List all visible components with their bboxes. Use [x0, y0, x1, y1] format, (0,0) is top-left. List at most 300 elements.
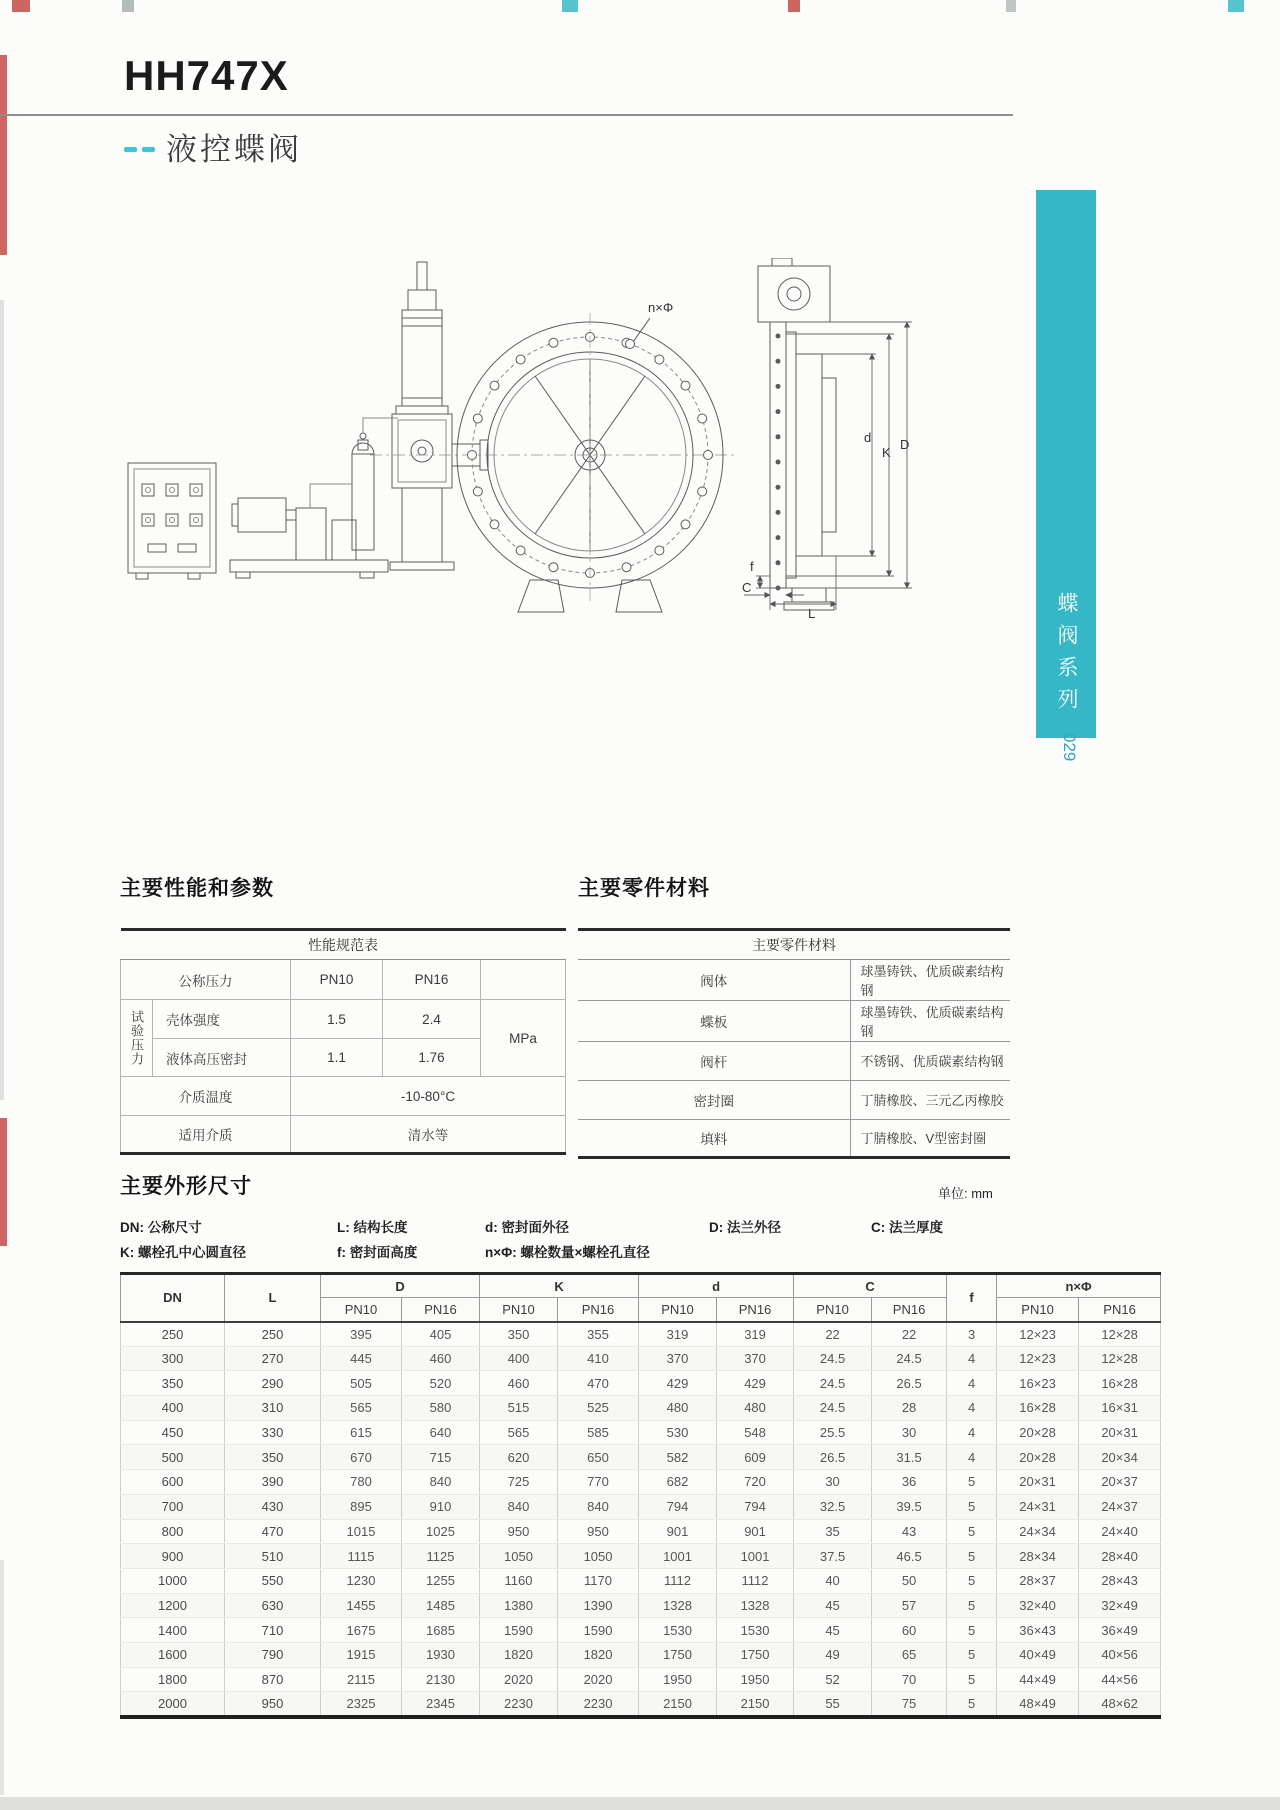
dim-label-l: L [808, 606, 816, 621]
dim-value: 370 [717, 1346, 794, 1371]
dim-value: 46.5 [872, 1544, 947, 1569]
dim-value: 840 [480, 1494, 558, 1519]
dim-value: 710 [225, 1618, 321, 1643]
dim-value: 548 [717, 1420, 794, 1445]
dim-value: 780 [321, 1470, 402, 1495]
dim-value: 24.5 [794, 1396, 872, 1421]
liquid-seal-pn16: 1.76 [383, 1039, 481, 1077]
scan-mark [1006, 0, 1016, 12]
pressure-unit: MPa [481, 1000, 566, 1077]
dim-value: 1112 [639, 1568, 717, 1593]
dim-value: 22 [794, 1322, 872, 1347]
part-name: 蝶板 [578, 1001, 850, 1042]
dim-value: 12×28 [1079, 1346, 1161, 1371]
dim-value: 1001 [717, 1544, 794, 1569]
dim-value: 1230 [321, 1568, 402, 1593]
dim-value: 1950 [717, 1667, 794, 1692]
dim-value: 715 [402, 1445, 480, 1470]
material-row [578, 1080, 1010, 1119]
dim-value: 609 [717, 1445, 794, 1470]
dn-value: 1800 [121, 1667, 225, 1692]
part-material: 丁腈橡胶、V型密封圈 [850, 1119, 1010, 1158]
dn-value: 600 [121, 1470, 225, 1495]
dn-value: 800 [121, 1519, 225, 1544]
dim-value: 5 [947, 1618, 997, 1643]
dim-value: 950 [480, 1519, 558, 1544]
dim-value: 5 [947, 1667, 997, 1692]
dim-value: 32×49 [1079, 1593, 1161, 1618]
material-row [578, 960, 1010, 1001]
dim-value: 5 [947, 1544, 997, 1569]
shell-strength-pn16: 2.4 [383, 1000, 481, 1039]
dim-value: 350 [480, 1322, 558, 1347]
material-row [578, 1119, 1010, 1158]
dim-value: 1685 [402, 1618, 480, 1643]
dim-value: 1820 [480, 1642, 558, 1667]
pn10-header: PN10 [291, 960, 383, 1000]
dim-value: 620 [480, 1445, 558, 1470]
sub-col-pn10: PN10 [480, 1298, 558, 1322]
legend-item: d: 密封面外径 [485, 1220, 569, 1235]
dim-value: 75 [872, 1692, 947, 1717]
shell-strength-label: 壳体强度 [153, 1000, 291, 1039]
dim-value: 20×28 [997, 1445, 1079, 1470]
accent-dashes-icon [124, 147, 155, 152]
col-l: L [225, 1274, 321, 1322]
dim-value: 840 [402, 1470, 480, 1495]
dim-value: 390 [225, 1470, 321, 1495]
dim-value: 725 [480, 1470, 558, 1495]
part-name: 填料 [578, 1119, 850, 1158]
col-group-d: d [639, 1274, 794, 1298]
dim-value: 36×49 [1079, 1618, 1161, 1643]
dim-value: 525 [558, 1396, 639, 1421]
dim-value: 45 [794, 1618, 872, 1643]
dim-value: 20×28 [997, 1420, 1079, 1445]
page-number: 029 [1060, 733, 1079, 762]
dim-value: 1025 [402, 1519, 480, 1544]
dim-value: 1115 [321, 1544, 402, 1569]
dim-value: 250 [225, 1322, 321, 1347]
dim-value: 1328 [717, 1593, 794, 1618]
dim-value: 1820 [558, 1642, 639, 1667]
dn-value: 300 [121, 1346, 225, 1371]
control-cabinet [128, 463, 216, 579]
dim-value: 4 [947, 1371, 997, 1396]
dim-value: 12×23 [997, 1322, 1079, 1347]
legend-item: n×Φ: 螺栓数量×螺栓孔直径 [485, 1245, 650, 1260]
dim-value: 615 [321, 1420, 402, 1445]
dim-value: 565 [480, 1420, 558, 1445]
dim-label-f: f [750, 559, 754, 574]
material-row [578, 1001, 1010, 1042]
dim-value: 28 [872, 1396, 947, 1421]
dim-value: 410 [558, 1346, 639, 1371]
scan-mark [0, 1560, 4, 1795]
liquid-seal-pn10: 1.1 [291, 1039, 383, 1077]
dim-value: 1530 [717, 1618, 794, 1643]
dim-value: 682 [639, 1470, 717, 1495]
scan-mark [0, 55, 7, 255]
sub-col-pn16: PN16 [558, 1298, 639, 1322]
dim-value: 2150 [717, 1692, 794, 1717]
subtitle-text: 液控蝶阀 [166, 132, 302, 167]
dim-value: 3 [947, 1322, 997, 1347]
dim-value: 1530 [639, 1618, 717, 1643]
dim-value: 1125 [402, 1544, 480, 1569]
dim-value: 270 [225, 1346, 321, 1371]
dim-value: 1590 [480, 1618, 558, 1643]
dim-value: 480 [717, 1396, 794, 1421]
dim-value: 2325 [321, 1692, 402, 1717]
bolt-callout [626, 300, 674, 349]
dim-value: 430 [225, 1494, 321, 1519]
dim-value: 55 [794, 1692, 872, 1717]
dim-value: 45 [794, 1593, 872, 1618]
dim-value: 460 [480, 1371, 558, 1396]
dn-value: 350 [121, 1371, 225, 1396]
dim-value: 43 [872, 1519, 947, 1544]
dim-value: 870 [225, 1667, 321, 1692]
dim-value: 640 [402, 1420, 480, 1445]
dim-value: 25.5 [794, 1420, 872, 1445]
dim-value: 57 [872, 1593, 947, 1618]
part-name: 阀杆 [578, 1042, 850, 1081]
dim-value: 445 [321, 1346, 402, 1371]
scan-mark [12, 0, 30, 12]
dim-value: 1255 [402, 1568, 480, 1593]
dim-value: 5 [947, 1692, 997, 1717]
scan-mark [562, 0, 578, 12]
dim-value: 1001 [639, 1544, 717, 1569]
sub-col-pn16: PN16 [717, 1298, 794, 1322]
dim-value: 470 [225, 1519, 321, 1544]
dim-value: 70 [872, 1667, 947, 1692]
dim-value: 1750 [639, 1642, 717, 1667]
dim-value: 40×56 [1079, 1642, 1161, 1667]
dim-value: 582 [639, 1445, 717, 1470]
dn-value: 1000 [121, 1568, 225, 1593]
dn-value: 1400 [121, 1618, 225, 1643]
dim-value: 2020 [480, 1667, 558, 1692]
dim-value: 48×62 [1079, 1692, 1161, 1717]
col-group-D: D [321, 1274, 480, 1298]
dim-value: 895 [321, 1494, 402, 1519]
dim-value: 28×34 [997, 1544, 1079, 1569]
dn-value: 250 [121, 1322, 225, 1347]
dim-value: 36×43 [997, 1618, 1079, 1643]
dim-value: 5 [947, 1494, 997, 1519]
dim-label-c: C [742, 580, 752, 595]
performance-heading: 主要性能和参数 [120, 877, 274, 900]
dim-value: 1390 [558, 1593, 639, 1618]
dim-value: 565 [321, 1396, 402, 1421]
dim-value: 40 [794, 1568, 872, 1593]
dim-value: 395 [321, 1322, 402, 1347]
dn-value: 700 [121, 1494, 225, 1519]
dimension-row [121, 1593, 1161, 1618]
dn-value: 2000 [121, 1692, 225, 1717]
dim-value: 22 [872, 1322, 947, 1347]
dim-value: 28×43 [1079, 1568, 1161, 1593]
dn-value: 900 [121, 1544, 225, 1569]
dim-label-big-d: D [900, 437, 910, 452]
dim-value: 30 [872, 1420, 947, 1445]
dim-value: 26.5 [794, 1445, 872, 1470]
dim-value: 12×28 [1079, 1322, 1161, 1347]
dim-value: 530 [639, 1420, 717, 1445]
dim-value: 840 [558, 1494, 639, 1519]
material-row [578, 1042, 1010, 1081]
sub-col-pn10: PN10 [997, 1298, 1079, 1322]
dim-value: 510 [225, 1544, 321, 1569]
dimension-row [121, 1322, 1161, 1347]
dimension-row [121, 1568, 1161, 1593]
dim-value: 794 [717, 1494, 794, 1519]
dim-value: 901 [717, 1519, 794, 1544]
dim-value: 5 [947, 1593, 997, 1618]
spec-table-title: 性能规范表 [121, 930, 566, 960]
shell-strength-pn10: 1.5 [291, 1000, 383, 1039]
legend-item: D: 法兰外径 [709, 1220, 781, 1235]
dim-value: 12×23 [997, 1346, 1079, 1371]
media-value: 清水等 [291, 1116, 566, 1154]
dimensions-table [120, 1272, 1161, 1719]
dim-value: 5 [947, 1470, 997, 1495]
dim-value: 2130 [402, 1667, 480, 1692]
dimension-row [121, 1642, 1161, 1667]
dim-value: 24.5 [872, 1346, 947, 1371]
materials-table-title: 主要零件材料 [578, 930, 1010, 960]
dim-value: 1050 [480, 1544, 558, 1569]
dim-value: 37.5 [794, 1544, 872, 1569]
dim-value: 65 [872, 1642, 947, 1667]
dim-value: 670 [321, 1445, 402, 1470]
pn16-header: PN16 [383, 960, 481, 1000]
dim-value: 40×49 [997, 1642, 1079, 1667]
part-name: 阀体 [578, 960, 850, 1001]
sub-col-pn16: PN16 [1079, 1298, 1161, 1322]
dim-value: 720 [717, 1470, 794, 1495]
dimension-row [121, 1470, 1161, 1495]
dim-value: 550 [225, 1568, 321, 1593]
dim-value: 5 [947, 1568, 997, 1593]
dim-value: 770 [558, 1470, 639, 1495]
dimension-legend-row2 [120, 1241, 650, 1261]
dim-value: 950 [225, 1692, 321, 1717]
dim-label-d: d [864, 430, 872, 445]
dim-value: 24×37 [1079, 1494, 1161, 1519]
dim-value: 20×34 [1079, 1445, 1161, 1470]
dim-value: 505 [321, 1371, 402, 1396]
valve-side-view [758, 258, 836, 610]
dimension-row [121, 1544, 1161, 1569]
dim-value: 20×31 [1079, 1420, 1161, 1445]
dim-value: 32.5 [794, 1494, 872, 1519]
dim-value: 1750 [717, 1642, 794, 1667]
model-title: HH747X [124, 52, 289, 99]
scan-mark [0, 1118, 7, 1246]
performance-spec-table [120, 928, 566, 1155]
legend-item: K: 螺栓孔中心圆直径 [120, 1245, 246, 1260]
dim-value: 4 [947, 1445, 997, 1470]
dim-value: 290 [225, 1371, 321, 1396]
empty-cell [481, 960, 566, 1000]
dim-value: 630 [225, 1593, 321, 1618]
dim-value: 1050 [558, 1544, 639, 1569]
technical-drawing [120, 258, 950, 748]
dim-value: 44×56 [1079, 1667, 1161, 1692]
dim-value: 1485 [402, 1593, 480, 1618]
legend-item: L: 结构长度 [337, 1220, 408, 1235]
dim-value: 1950 [639, 1667, 717, 1692]
materials-heading: 主要零件材料 [578, 877, 710, 900]
dimension-row [121, 1494, 1161, 1519]
dim-value: 520 [402, 1371, 480, 1396]
dim-value: 429 [639, 1371, 717, 1396]
dim-value: 50 [872, 1568, 947, 1593]
col-group-K: K [480, 1274, 639, 1298]
dimension-legend-row1 [120, 1216, 943, 1236]
dim-value: 24.5 [794, 1346, 872, 1371]
dim-value: 4 [947, 1420, 997, 1445]
series-label: 蝶阀系列 [1055, 592, 1078, 720]
dn-value: 400 [121, 1396, 225, 1421]
dim-value: 16×31 [1079, 1396, 1161, 1421]
series-tab [1036, 190, 1096, 738]
test-pressure-label: 试验压力 [121, 1000, 153, 1077]
dim-value: 310 [225, 1396, 321, 1421]
dim-value: 49 [794, 1642, 872, 1667]
dim-value: 2230 [558, 1692, 639, 1717]
dim-value: 2345 [402, 1692, 480, 1717]
dim-value: 16×28 [997, 1396, 1079, 1421]
dim-value: 350 [225, 1445, 321, 1470]
dn-value: 500 [121, 1445, 225, 1470]
nominal-pressure-label: 公称压力 [121, 960, 291, 1000]
dimensions-table-wrap [120, 1272, 1160, 1719]
dim-value: 2115 [321, 1667, 402, 1692]
dim-label-k: K [882, 445, 891, 460]
scan-mark [0, 1797, 1280, 1810]
dim-value: 429 [717, 1371, 794, 1396]
dim-value: 790 [225, 1642, 321, 1667]
dim-value: 1328 [639, 1593, 717, 1618]
dim-value: 16×28 [1079, 1371, 1161, 1396]
dimensions-heading: 主要外形尺寸 [120, 1175, 252, 1198]
sub-col-pn16: PN16 [402, 1298, 480, 1322]
dim-value: 1380 [480, 1593, 558, 1618]
media-temp-label: 介质温度 [121, 1077, 291, 1116]
part-material: 球墨铸铁、优质碳素结构钢 [850, 960, 1010, 1001]
dim-value: 30 [794, 1470, 872, 1495]
sub-col-pn16: PN16 [872, 1298, 947, 1322]
col-f: f [947, 1274, 997, 1322]
dim-value: 515 [480, 1396, 558, 1421]
legend-item: f: 密封面高度 [337, 1245, 418, 1260]
dim-value: 405 [402, 1322, 480, 1347]
dim-value: 794 [639, 1494, 717, 1519]
sub-col-pn10: PN10 [639, 1298, 717, 1322]
dim-value: 585 [558, 1420, 639, 1445]
dim-value: 39.5 [872, 1494, 947, 1519]
unit-note: 单位: mm [938, 1186, 993, 1201]
dim-value: 60 [872, 1618, 947, 1643]
sub-col-pn10: PN10 [321, 1298, 402, 1322]
dim-value: 1015 [321, 1519, 402, 1544]
dim-value: 32×40 [997, 1593, 1079, 1618]
dim-value: 470 [558, 1371, 639, 1396]
dim-value: 460 [402, 1346, 480, 1371]
sub-col-pn10: PN10 [794, 1298, 872, 1322]
dimension-row [121, 1371, 1161, 1396]
part-material: 不锈钢、优质碳素结构钢 [850, 1042, 1010, 1081]
part-material: 球墨铸铁、优质碳素结构钢 [850, 1001, 1010, 1042]
dim-value: 4 [947, 1396, 997, 1421]
dim-value: 52 [794, 1667, 872, 1692]
dim-value: 910 [402, 1494, 480, 1519]
dim-value: 24×31 [997, 1494, 1079, 1519]
dim-value: 1170 [558, 1568, 639, 1593]
media-temp-value: -10-80°C [291, 1077, 566, 1116]
dim-value: 319 [717, 1322, 794, 1347]
dimension-row [121, 1618, 1161, 1643]
dim-value: 26.5 [872, 1371, 947, 1396]
dimension-row [121, 1346, 1161, 1371]
dim-value: 580 [402, 1396, 480, 1421]
dim-value: 1160 [480, 1568, 558, 1593]
dimension-row [121, 1519, 1161, 1544]
dim-label-n-phi: n×Φ [648, 300, 674, 315]
legend-item: DN: 公称尺寸 [120, 1220, 202, 1235]
scan-mark [122, 0, 134, 12]
dimension-lines [742, 322, 912, 621]
scan-mark [788, 0, 800, 12]
part-material: 丁腈橡胶、三元乙丙橡胶 [850, 1080, 1010, 1119]
col-dn: DN [121, 1274, 225, 1322]
dim-value: 28×37 [997, 1568, 1079, 1593]
scan-mark [1228, 0, 1244, 12]
dim-value: 5 [947, 1519, 997, 1544]
dimension-row [121, 1420, 1161, 1445]
dim-value: 480 [639, 1396, 717, 1421]
dn-value: 1600 [121, 1642, 225, 1667]
title-divider [0, 114, 1013, 116]
media-label: 适用介质 [121, 1116, 291, 1154]
dim-value: 2150 [639, 1692, 717, 1717]
dn-value: 1200 [121, 1593, 225, 1618]
dim-value: 1112 [717, 1568, 794, 1593]
scan-mark [0, 300, 4, 1100]
dim-value: 36 [872, 1470, 947, 1495]
dim-value: 35 [794, 1519, 872, 1544]
dim-value: 901 [639, 1519, 717, 1544]
col-group-n-phi: n×Φ [997, 1274, 1161, 1298]
dimension-row [121, 1396, 1161, 1421]
dim-value: 400 [480, 1346, 558, 1371]
dim-value: 1930 [402, 1642, 480, 1667]
dn-value: 450 [121, 1420, 225, 1445]
dim-value: 5 [947, 1642, 997, 1667]
liquid-seal-label: 液体高压密封 [153, 1039, 291, 1077]
dim-value: 4 [947, 1346, 997, 1371]
dim-value: 1915 [321, 1642, 402, 1667]
dim-value: 16×23 [997, 1371, 1079, 1396]
dim-value: 28×40 [1079, 1544, 1161, 1569]
hydraulic-actuator [390, 262, 488, 570]
dim-value: 20×31 [997, 1470, 1079, 1495]
legend-item: C: 法兰厚度 [871, 1220, 943, 1235]
